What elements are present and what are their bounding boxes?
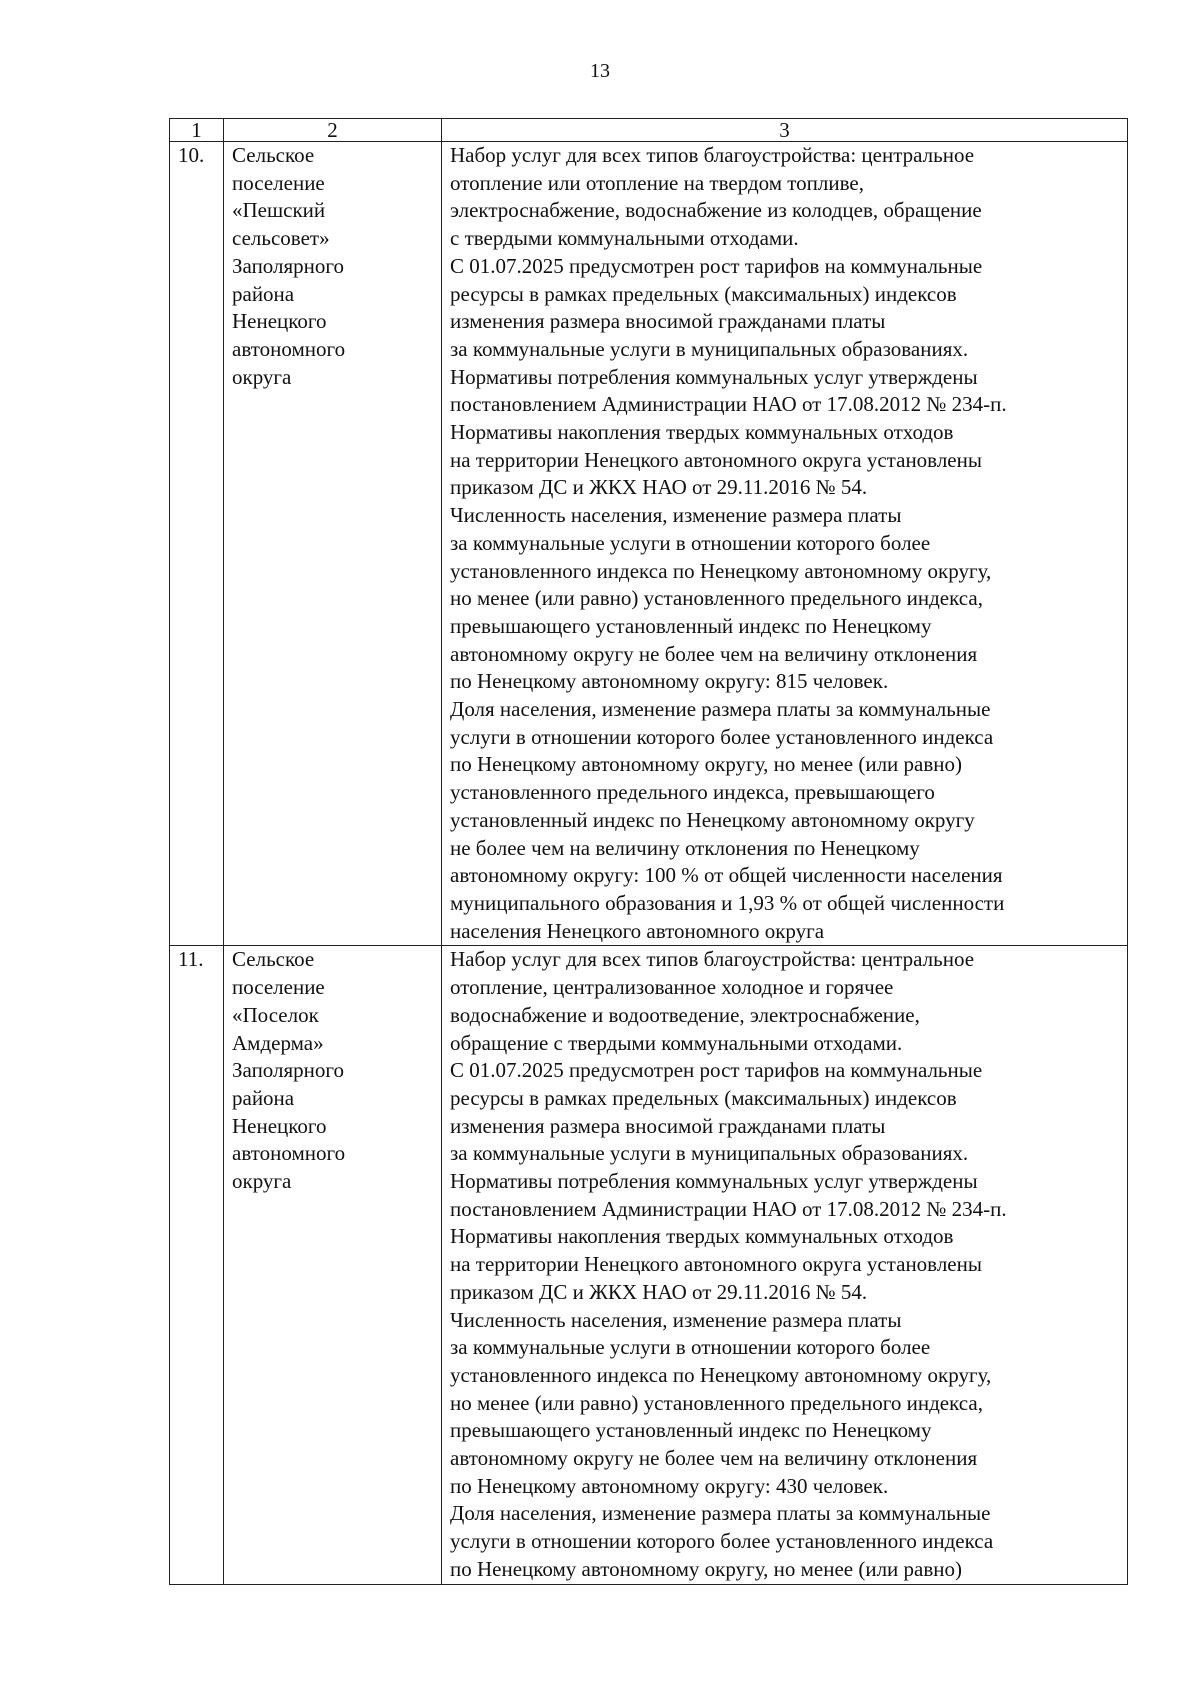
municipality-name-line: поселение <box>232 170 325 195</box>
municipality-name <box>224 142 442 946</box>
description-line: за коммунальные услуги в муниципальных образованиях. <box>450 1141 969 1166</box>
municipality-name-line: Заполярного <box>232 253 344 278</box>
description-line: автономному округу: 100 % от общей численности населения <box>450 863 1003 888</box>
table-header-row <box>170 119 1128 142</box>
description-line: электроснабжение, водоснабжение из колодцев, обращение <box>450 198 982 223</box>
description-line: по Ненецкому автономному округу: 430 человек. <box>450 1473 889 1498</box>
municipality-name-line: автономного <box>232 336 346 361</box>
services-description <box>442 142 1128 946</box>
column-header-1: 1 <box>170 119 224 142</box>
description-line: услуги в отношении которого более установленного индекса <box>450 724 994 749</box>
municipality-name-line: поселение <box>232 975 325 1000</box>
description-line: отопление, централизованное холодное и горячее <box>450 975 894 1000</box>
description-line: Нормативы накопления твердых коммунальных отходов <box>450 1224 954 1249</box>
description-line: Нормативы накопления твердых коммунальных отходов <box>450 420 954 445</box>
municipality-name-line: округа <box>232 1169 292 1194</box>
description-line: ресурсы в рамках предельных (максимальных) индексов <box>450 1085 957 1110</box>
description-line: установленный индекс по Ненецкому автономному округу <box>450 807 975 832</box>
description-line: на территории Ненецкого автономного округа установлены <box>450 1252 982 1277</box>
description-line: Численность населения, изменение размера платы <box>450 503 902 528</box>
description-line: на территории Ненецкого автономного округа установлены <box>450 447 982 472</box>
description-line: установленного индекса по Ненецкому автономному округу, <box>450 1362 992 1387</box>
municipality-name-line: автономного <box>232 1141 346 1166</box>
municipality-name-line: района <box>232 281 295 306</box>
description-line: Набор услуг для всех типов благоустройства: центральное <box>450 947 975 972</box>
municipality-name-line: Заполярного <box>232 1058 344 1083</box>
description-line: за коммунальные услуги в отношении которого более <box>450 530 931 555</box>
description-line: услуги в отношении которого более установленного индекса <box>450 1529 994 1554</box>
column-header-3: 3 <box>442 119 1128 142</box>
services-description <box>442 946 1128 1584</box>
description-line: по Ненецкому автономному округу, но менее (или равно) <box>450 1556 962 1581</box>
municipality-name-line: «Пешский <box>232 198 326 223</box>
description-line: превышающего установленный индекс по Ненецкому <box>450 1418 932 1443</box>
description-line: приказом ДС и ЖКХ НАО от 29.11.2016 № 54. <box>450 475 868 500</box>
description-line: приказом ДС и ЖКХ НАО от 29.11.2016 № 54. <box>450 1279 868 1304</box>
table-row <box>170 142 1128 946</box>
description-line: но менее (или равно) установленного предельного индекса, <box>450 586 983 611</box>
description-line: не более чем на величину отклонения по Ненецкому <box>450 835 920 860</box>
municipality-name-line: района <box>232 1085 295 1110</box>
description-line: обращение с твердыми коммунальными отходами. <box>450 1030 903 1055</box>
column-header-2: 2 <box>224 119 442 142</box>
municipality-name <box>224 946 442 1584</box>
row-number: 10. <box>170 142 224 946</box>
description-line: установленного индекса по Ненецкому автономному округу, <box>450 558 992 583</box>
municipality-name-line: «Поселок <box>232 1002 319 1027</box>
description-line: постановлением Администрации НАО от 17.08.2012 № 234-п. <box>450 1196 1007 1221</box>
description-line: по Ненецкому автономному округу, но менее (или равно) <box>450 752 962 777</box>
municipality-name-line: Ненецкого <box>232 1113 327 1138</box>
municipality-name-line: округа <box>232 364 292 389</box>
table-row <box>170 946 1128 1584</box>
description-line: Доля населения, изменение размера платы за коммунальные <box>450 697 991 722</box>
municipality-name-line: сельсовет» <box>232 226 330 251</box>
description-line: с твердыми коммунальными отходами. <box>450 226 799 251</box>
description-line: муниципального образования и 1,93 % от общей численности <box>450 890 1005 915</box>
description-line: С 01.07.2025 предусмотрен рост тарифов на коммунальные <box>450 1058 983 1083</box>
municipality-name-line: Сельское <box>232 143 315 167</box>
description-line: С 01.07.2025 предусмотрен рост тарифов на коммунальные <box>450 253 983 278</box>
description-line: за коммунальные услуги в муниципальных образованиях. <box>450 336 969 361</box>
description-line: но менее (или равно) установленного предельного индекса, <box>450 1390 983 1415</box>
description-line: постановлением Администрации НАО от 17.08.2012 № 234-п. <box>450 392 1007 417</box>
description-line: изменения размера вносимой гражданами платы <box>450 1113 886 1138</box>
description-line: Доля населения, изменение размера платы за коммунальные <box>450 1501 991 1526</box>
description-line: отопление или отопление на твердом топливе, <box>450 170 864 195</box>
description-line: за коммунальные услуги в отношении которого более <box>450 1335 931 1360</box>
description-line: установленного предельного индекса, превышающего <box>450 780 935 805</box>
description-line: изменения размера вносимой гражданами платы <box>450 309 886 334</box>
description-line: Набор услуг для всех типов благоустройства: центральное <box>450 143 975 167</box>
page-number: 13 <box>590 60 610 82</box>
description-line: населения Ненецкого автономного округа <box>450 918 825 943</box>
description-line: превышающего установленный индекс по Ненецкому <box>450 613 932 638</box>
description-line: Нормативы потребления коммунальных услуг утверждены <box>450 364 978 389</box>
description-line: Нормативы потребления коммунальных услуг утверждены <box>450 1169 978 1194</box>
description-line: автономному округу не более чем на величину отклонения <box>450 1446 978 1471</box>
row-number: 11. <box>170 946 224 1584</box>
description-line: Численность населения, изменение размера платы <box>450 1307 902 1332</box>
description-line: водоснабжение и водоотведение, электроснабжение, <box>450 1002 920 1027</box>
tariff-table <box>169 118 1128 1585</box>
municipality-name-line: Сельское <box>232 947 315 972</box>
description-line: автономному округу не более чем на величину отклонения <box>450 641 978 666</box>
municipality-name-line: Амдерма» <box>232 1030 324 1055</box>
description-line: ресурсы в рамках предельных (максимальных) индексов <box>450 281 957 306</box>
description-line: по Ненецкому автономному округу: 815 человек. <box>450 669 889 694</box>
municipality-name-line: Ненецкого <box>232 309 327 334</box>
